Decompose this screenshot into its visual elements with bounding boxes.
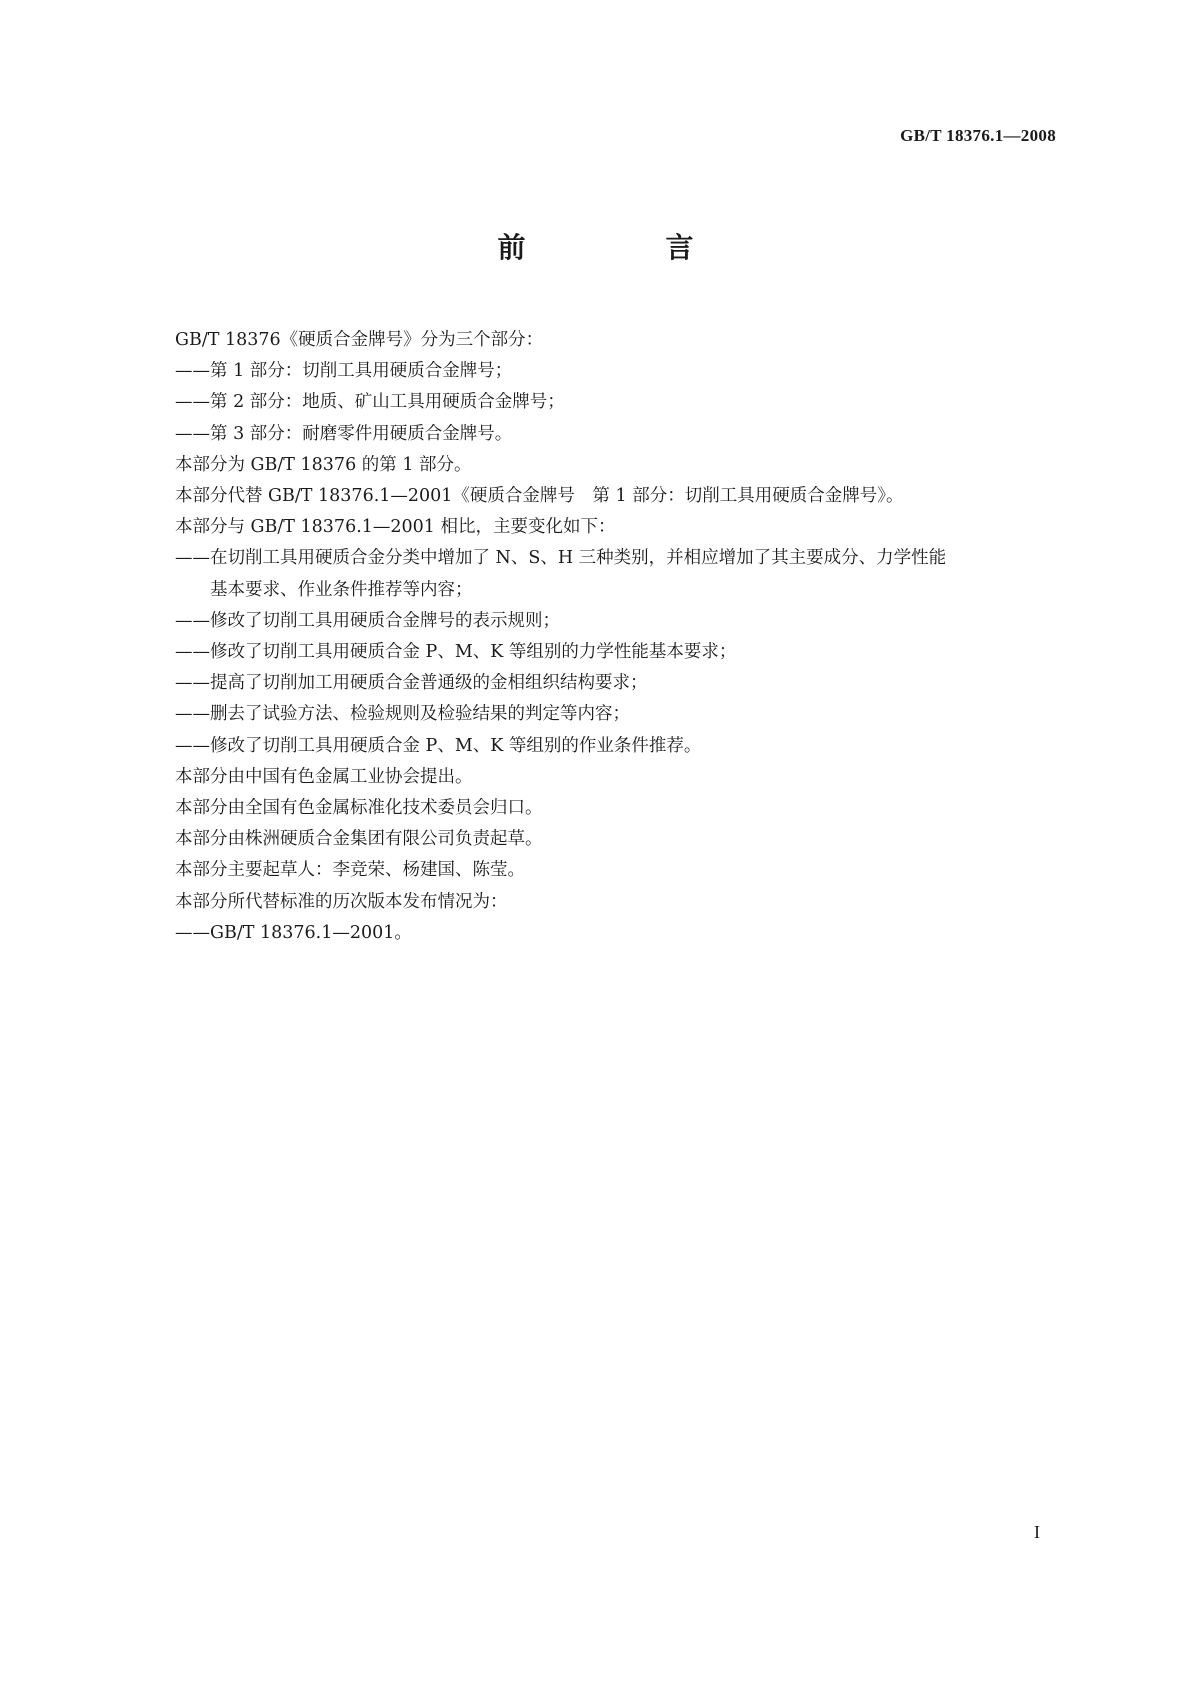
list-item: ——删去了试验方法、检验规则及检验结果的判定等内容； xyxy=(175,704,630,725)
list-item: ——在切削工具用硬质合金分类中增加了 N、S、H 三种类别，并相应增加了其主要成分、力学性能 xyxy=(175,548,947,569)
page-number: I xyxy=(1034,1522,1040,1542)
text-line: 本部分与 GB/T 18376.1—2001 相比，主要变化如下： xyxy=(175,517,616,538)
list-item: ——第 1 部分：切削工具用硬质合金牌号； xyxy=(175,361,513,382)
text-line: 本部分为 GB/T 18376 的第 1 部分。 xyxy=(175,454,472,475)
text-line: 本部分代替 GB/T 18376.1—2001《硬质合金牌号 第 1 部分：切削工具用硬质合金牌号》。 xyxy=(175,486,904,507)
text-line: 本部分由中国有色金属工业协会提出。 xyxy=(175,766,473,787)
text-line: 本部分主要起草人：李竞荣、杨建国、陈莹。 xyxy=(175,860,525,881)
page-title: 前 言 xyxy=(497,231,750,264)
list-item: ——第 3 部分：耐磨零件用硬质合金牌号。 xyxy=(175,423,513,444)
text-line: 本部分由全国有色金属标准化技术委员会归口。 xyxy=(175,798,543,819)
document-number: GB/T 18376.1—2008 xyxy=(900,126,1056,145)
list-item: ——修改了切削工具用硬质合金牌号的表示规则； xyxy=(175,610,560,631)
list-item: ——提高了切削加工用硬质合金普通级的金相组织结构要求； xyxy=(175,673,648,694)
list-item: ——修改了切削工具用硬质合金 P、M、K 等组别的力学性能基本要求； xyxy=(175,642,737,663)
body-text xyxy=(175,325,1055,949)
text-line: 本部分所代替标准的历次版本发布情况为： xyxy=(175,891,508,912)
list-item: ——第 2 部分：地质、矿山工具用硬质合金牌号； xyxy=(175,392,565,413)
text-line: 本部分由株洲硬质合金集团有限公司负责起草。 xyxy=(175,829,543,850)
list-item-continuation: 基本要求、作业条件推荐等内容； xyxy=(210,579,473,600)
text-line: GB/T 18376《硬质合金牌号》分为三个部分： xyxy=(175,330,544,350)
list-item: ——GB/T 18376.1—2001。 xyxy=(175,922,412,943)
list-item: ——修改了切削工具用硬质合金 P、M、K 等组别的作业条件推荐。 xyxy=(175,735,702,756)
